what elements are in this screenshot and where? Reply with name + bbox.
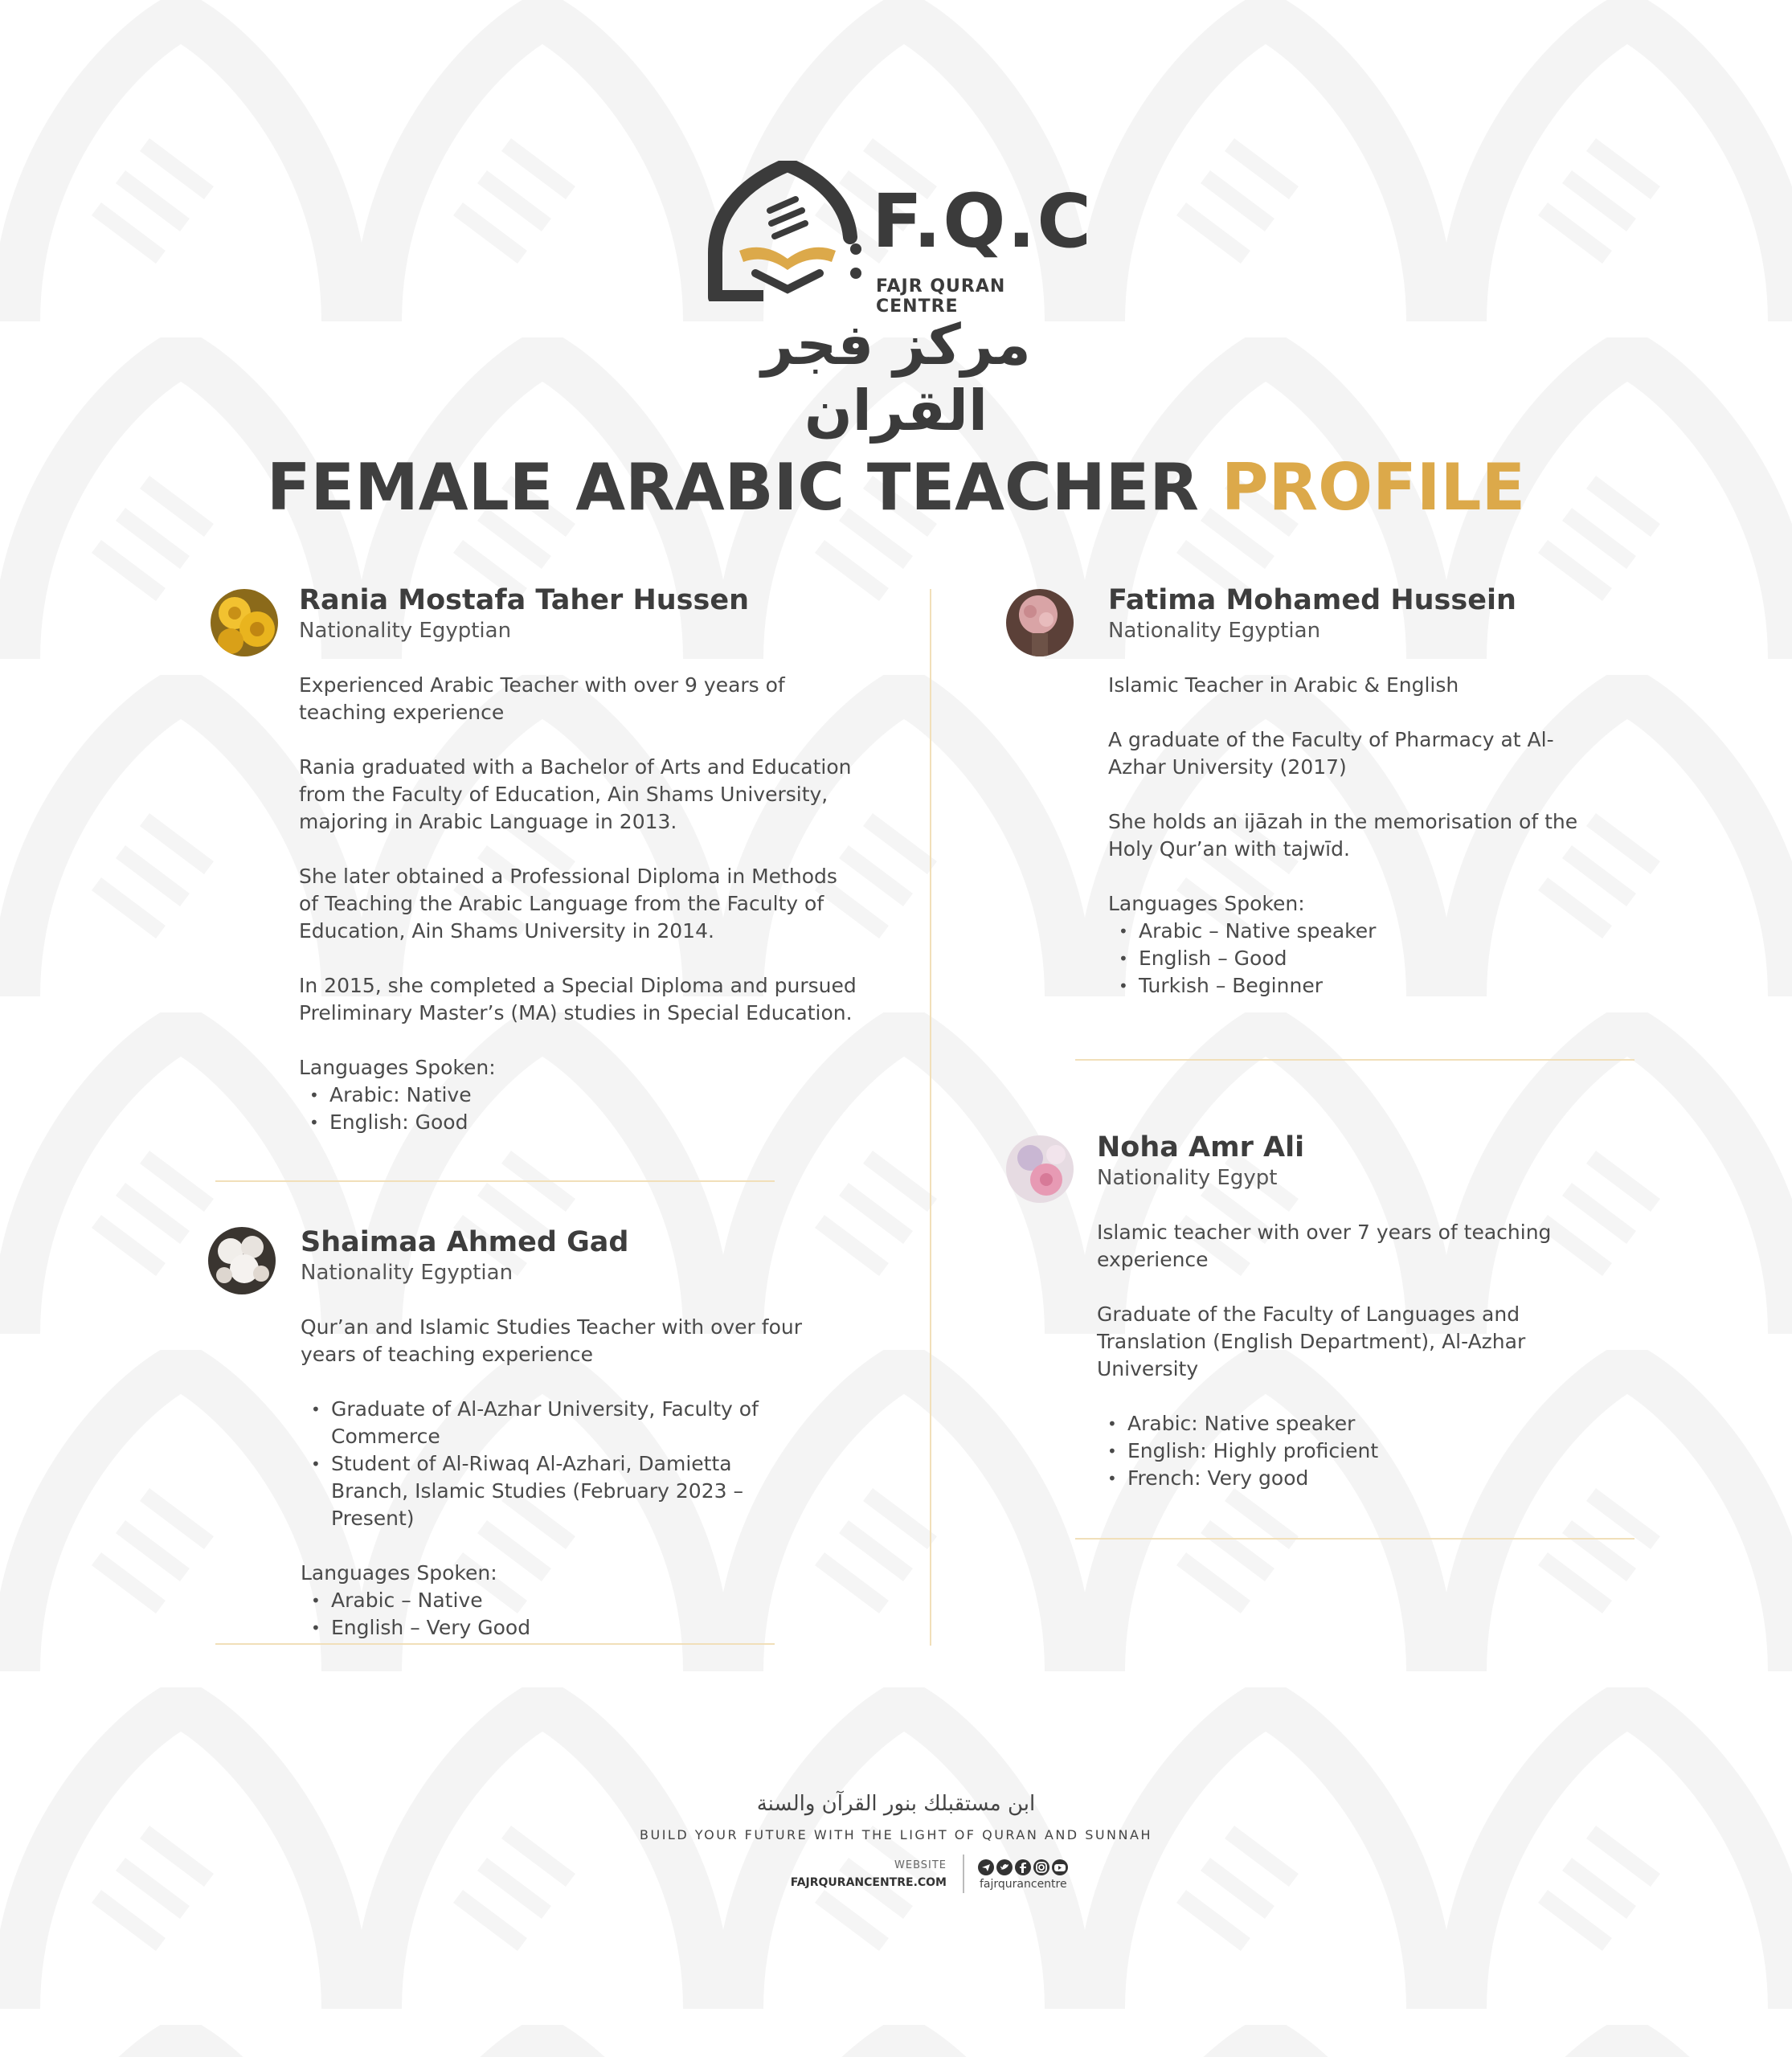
bio-paragraph: Qur’an and Islamic Studies Teacher with over four years of teaching experience xyxy=(301,1315,802,1366)
title-main: FEMALE ARABIC TEACHER xyxy=(266,450,1199,525)
avatar-yellow-roses xyxy=(211,589,278,656)
bio-paragraph: In 2015, she completed a Special Diploma and pursued Preliminary Master’s (MA) studies in Special Education. xyxy=(299,974,857,1024)
teacher-bio xyxy=(1108,672,1606,1027)
bio-paragraph: Experienced Arabic Teacher with over 9 years of teaching experience xyxy=(299,673,785,724)
languages-list xyxy=(301,1587,815,1642)
footer-slogan-arabic: ابن مستقبلك بنور القرآن والسنة xyxy=(756,1792,1036,1816)
qualification-item: • Student of Al-Riwaq Al-Azhari, Damietta Branch, Islamic Studies (February 2023 – Present) xyxy=(331,1450,815,1532)
languages-title: Languages Spoken: xyxy=(299,1056,496,1079)
telegram-icon[interactable] xyxy=(978,1859,994,1875)
brand-logo xyxy=(707,161,1093,444)
languages-list xyxy=(299,1082,861,1136)
page-title xyxy=(0,450,1792,525)
footer-separator xyxy=(963,1855,964,1893)
website-link[interactable]: FAJRQURANCENTRE.COM xyxy=(790,1876,947,1889)
language-item: • Arabic – Native speaker xyxy=(1139,918,1606,945)
language-item: • Arabic: Native xyxy=(329,1082,861,1109)
column-divider xyxy=(930,589,931,1646)
twitter-icon[interactable] xyxy=(996,1859,1013,1875)
qualification-item: • Graduate of Al-Azhar University, Faculty of Commerce xyxy=(331,1396,815,1450)
teacher-name: Rania Mostafa Taher Hussen xyxy=(299,584,749,616)
social-handle[interactable]: fajrqurancentre xyxy=(980,1878,1067,1891)
bio-paragraph: She holds an ijāzah in the memorisation of the Holy Qur’an with tajwīd. xyxy=(1108,810,1578,861)
avatar-pastel-roses xyxy=(1006,1135,1074,1203)
languages-title: Languages Spoken: xyxy=(1108,892,1305,915)
teacher-name: Noha Amr Ali xyxy=(1097,1131,1305,1163)
fqc-dome-logo-icon xyxy=(707,161,868,301)
logo-arabic-name: مركز فجر القران xyxy=(761,312,1031,444)
social-icons xyxy=(977,1858,1074,1877)
teacher-bio xyxy=(301,1314,815,1669)
bio-paragraph: Islamic Teacher in Arabic & English xyxy=(1108,673,1459,697)
bio-paragraph: Graduate of the Faculty of Languages and Translation (English Department), Al-Azhar University xyxy=(1097,1302,1526,1380)
teacher-name: Fatima Mohamed Hussein xyxy=(1108,584,1516,616)
logo-abbreviation: F.Q.C xyxy=(872,178,1093,264)
languages-title: Languages Spoken: xyxy=(301,1561,497,1585)
youtube-icon[interactable] xyxy=(1052,1859,1068,1875)
language-item: • Turkish – Beginner xyxy=(1139,972,1606,1000)
section-divider xyxy=(215,1180,775,1182)
website-label: WEBSITE xyxy=(894,1859,947,1871)
bio-paragraph: A graduate of the Faculty of Pharmacy at Al-Azhar University (2017) xyxy=(1108,728,1554,779)
teacher-nationality: Nationality Egypt xyxy=(1097,1166,1278,1190)
facebook-icon[interactable] xyxy=(1015,1859,1031,1875)
language-item: • French: Very good xyxy=(1127,1465,1579,1492)
footer-slogan-english: BUILD YOUR FUTURE WITH THE LIGHT OF QURAN AND SUNNAH xyxy=(640,1827,1152,1842)
title-accent: PROFILE xyxy=(1221,450,1526,525)
avatar-white-blossoms xyxy=(208,1227,276,1294)
qualifications-list xyxy=(301,1396,815,1532)
teacher-bio xyxy=(299,672,861,1163)
instagram-icon[interactable] xyxy=(1033,1859,1049,1875)
languages-list xyxy=(1097,1410,1579,1492)
bio-paragraph: She later obtained a Professional Diploma in Methods of Teaching the Arabic Language from the Faculty of Education, Ain Shams University in 2014. xyxy=(299,865,837,943)
teacher-nationality: Nationality Egyptian xyxy=(1108,619,1321,643)
bio-paragraph: Islamic teacher with over 7 years of teaching experience xyxy=(1097,1221,1552,1271)
avatar-pink-flowers xyxy=(1006,589,1074,656)
section-divider xyxy=(1075,1059,1634,1061)
teacher-name: Shaimaa Ahmed Gad xyxy=(301,1226,629,1258)
language-item: • English: Highly proficient xyxy=(1127,1437,1579,1465)
language-item: • Arabic – Native xyxy=(331,1587,815,1614)
teacher-bio xyxy=(1097,1219,1579,1519)
languages-list xyxy=(1108,918,1606,1000)
teacher-nationality: Nationality Egyptian xyxy=(299,619,512,643)
section-divider xyxy=(215,1643,775,1645)
logo-name: FAJR QURAN CENTRE xyxy=(876,276,1006,317)
bio-paragraph: Rania graduated with a Bachelor of Arts and Education from the Faculty of Education, Ain Shams University, majoring in Arabic Language in 2013. xyxy=(299,755,852,833)
language-item: • Arabic: Native speaker xyxy=(1127,1410,1579,1437)
language-item: • English – Very Good xyxy=(331,1614,815,1642)
language-item: • English: Good xyxy=(329,1109,861,1136)
section-divider xyxy=(1075,1538,1634,1540)
language-item: • English – Good xyxy=(1139,945,1606,972)
teacher-nationality: Nationality Egyptian xyxy=(301,1261,513,1285)
